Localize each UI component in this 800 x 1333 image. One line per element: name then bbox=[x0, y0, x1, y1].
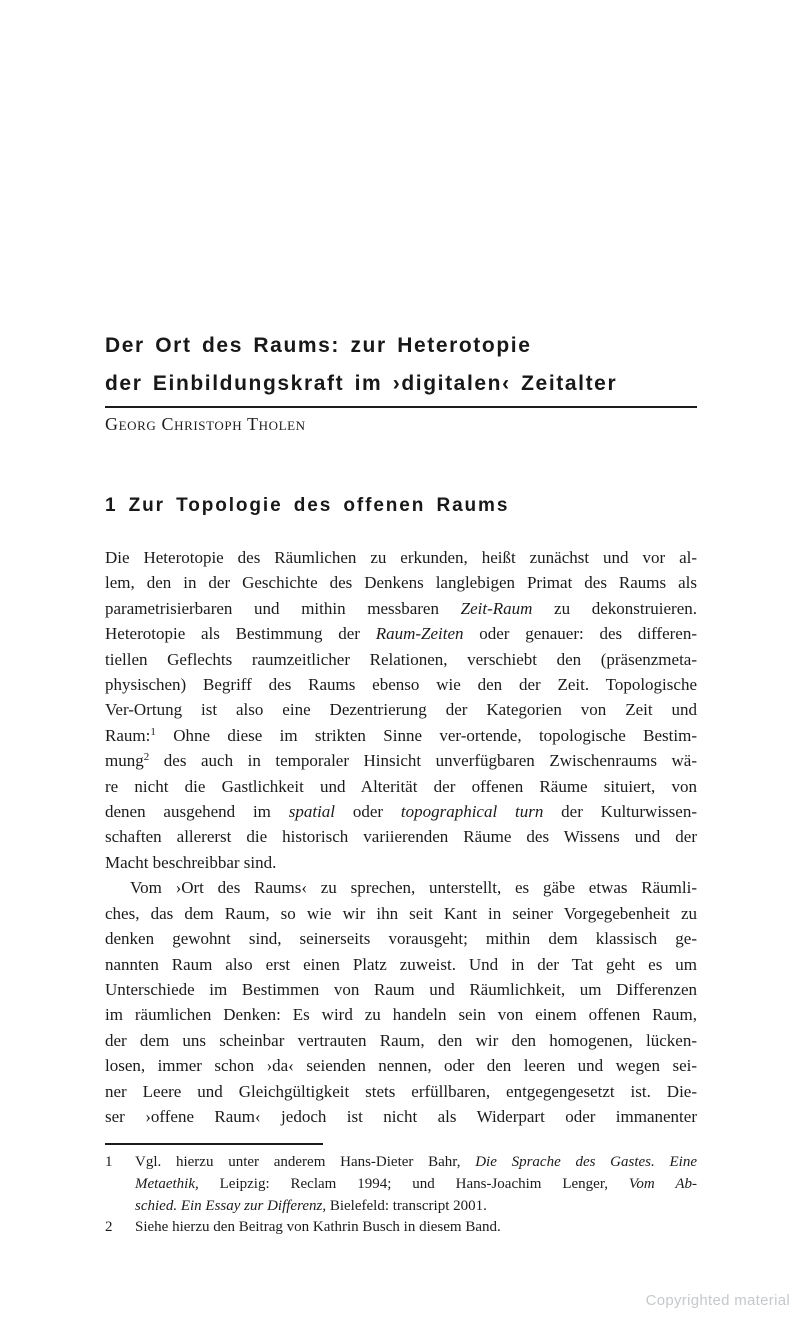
text-segment: Raum-Zeiten bbox=[375, 624, 464, 644]
text-line bbox=[105, 1028, 697, 1053]
text-segment: Vom ›Ort des Raums‹ zu sprechen, unterstellt, es gäbe etwas Räumli- bbox=[130, 878, 697, 898]
footnote-text bbox=[135, 1217, 697, 1239]
text-segment: Vom Ab- bbox=[628, 1175, 697, 1192]
text-segment: Metaethik bbox=[135, 1175, 195, 1192]
text-segment: Raum: bbox=[105, 725, 151, 745]
text-segment: der dem uns scheinbar vertrauten Raum, den wir den homogenen, lücken- bbox=[105, 1030, 697, 1050]
text-line bbox=[105, 723, 697, 748]
text-segment: ner Leere und Gleichgültigkeit stets erfüllbaren, entgegengesetzt ist. Die- bbox=[105, 1081, 697, 1101]
text-segment: des auch in temporaler Hinsicht unverfügbaren Zwischenraums wä- bbox=[149, 751, 697, 771]
text-line bbox=[105, 621, 697, 646]
footnote-ref: 1 bbox=[150, 725, 156, 738]
author-name: Georg Christoph Tholen bbox=[105, 414, 306, 434]
text-segment: oder genauer: des differen- bbox=[463, 624, 698, 644]
text-segment: Die Heterotopie des Räumlichen zu erkunden, heißt zunächst und vor al- bbox=[105, 548, 697, 567]
text-segment: Die Sprache des Gastes. Eine bbox=[475, 1154, 697, 1171]
text-segment: tiellen Geflechts raumzeitlicher Relationen, verschiebt den (präsenzmeta- bbox=[105, 649, 697, 669]
text-line bbox=[105, 1053, 697, 1078]
text-line bbox=[105, 545, 697, 570]
section-heading: 1 Zur Topologie des offenen Raums bbox=[105, 495, 510, 516]
text-segment: oder bbox=[335, 802, 401, 822]
text-line bbox=[135, 1217, 697, 1239]
footnote-number: 1 bbox=[105, 1154, 113, 1171]
text-segment: Macht beschreibbar sind. bbox=[105, 852, 277, 872]
chapter-title-line-2: der Einbildungskraft im ›digitalen‹ Zeitalter bbox=[105, 372, 618, 395]
text-segment: im räumlichen Denken: Es wird zu handeln sein von einem offenen Raum, bbox=[105, 1005, 697, 1025]
text-segment: , Leipzig: Reclam 1994; und Hans-Joachim Lenger, bbox=[194, 1175, 629, 1192]
text-segment: denken gewohnt sind, seinerseits vorausgeht; mithin dem klassisch ge- bbox=[105, 929, 697, 949]
text-line bbox=[105, 1104, 697, 1129]
footnote-ref: 2 bbox=[143, 751, 150, 764]
text-line bbox=[135, 1152, 697, 1174]
text-line bbox=[105, 1079, 697, 1104]
paragraph bbox=[105, 545, 697, 875]
chapter-title bbox=[105, 0, 697, 403]
text-line bbox=[105, 875, 697, 900]
text-line bbox=[105, 926, 697, 951]
text-segment: Zeit-Raum bbox=[460, 598, 533, 618]
text-segment: physischen) Begriff des Raums ebenso wie den der Zeit. Topologische bbox=[105, 675, 697, 695]
copyright-watermark: Copyrighted material bbox=[645, 1292, 790, 1309]
text-segment: Siehe hierzu den Beitrag von Kathrin Busch in diesem Band. bbox=[135, 1219, 501, 1236]
text-segment: denen ausgehend im bbox=[105, 802, 289, 822]
chapter-title-line-1: Der Ort des Raums: zur Heterotopie bbox=[105, 334, 532, 357]
footnote bbox=[105, 1217, 697, 1239]
text-line bbox=[105, 952, 697, 977]
text-segment: Heterotopie als Bestimmung der bbox=[105, 624, 376, 644]
text-line bbox=[105, 570, 697, 595]
text-line bbox=[105, 672, 697, 697]
text-line bbox=[105, 824, 697, 849]
text-segment: spatial bbox=[288, 802, 336, 822]
text-segment: lem, den in der Geschichte des Denkens langlebigen Primat des Raums als bbox=[105, 573, 697, 593]
text-line bbox=[105, 596, 697, 621]
text-line bbox=[105, 647, 697, 672]
text-line bbox=[105, 697, 697, 722]
text-segment: ser ›offene Raum‹ jedoch ist nicht als Widerpart oder immanenter bbox=[105, 1106, 697, 1126]
text-segment: nannten Raum also erst einen Platz zuweist. Und in der Tat geht es um bbox=[105, 954, 697, 974]
text-line bbox=[135, 1174, 697, 1196]
footnote bbox=[105, 1152, 697, 1217]
text-line bbox=[105, 901, 697, 926]
text-segment: der Kulturwissen- bbox=[543, 802, 697, 822]
footnotes bbox=[105, 1152, 697, 1238]
text-segment: Ohne diese im strikten Sinne ver-ortende, topologische Bestim- bbox=[155, 725, 697, 745]
footnote-text bbox=[135, 1152, 697, 1217]
body-text bbox=[105, 545, 697, 1129]
text-line bbox=[105, 774, 697, 799]
text-line bbox=[105, 748, 697, 773]
text-segment: Unterschiede im Bestimmen von Raum und Räumlichkeit, um Differenzen bbox=[105, 979, 697, 999]
text-line bbox=[105, 850, 697, 875]
text-segment: parametrisierbaren und mithin messbaren bbox=[105, 598, 461, 618]
text-segment: Ver-Ortung ist also eine Dezentrierung der Kategorien von Zeit und bbox=[105, 700, 697, 720]
text-segment: zu dekonstruieren. bbox=[532, 598, 697, 618]
text-segment: schied. Ein Essay zur Differenz bbox=[135, 1197, 323, 1214]
text-segment: schaften allererst die historisch variierenden Räume des Wissens und der bbox=[105, 827, 697, 847]
text-segment: topographical turn bbox=[400, 802, 544, 822]
paragraph bbox=[105, 875, 697, 1129]
footnote-separator bbox=[105, 1143, 323, 1145]
footnote-number: 2 bbox=[105, 1219, 113, 1236]
text-column bbox=[105, 0, 697, 1239]
text-line bbox=[105, 799, 697, 824]
text-line bbox=[135, 1196, 697, 1218]
text-segment: re nicht die Gastlichkeit und Alterität der offenen Räume situiert, von bbox=[105, 776, 697, 796]
text-segment: ches, das dem Raum, so wie wir ihn seit Kant in seiner Vorgegebenheit zu bbox=[105, 903, 697, 923]
text-segment: mung bbox=[105, 751, 144, 771]
text-segment: Vgl. hierzu unter anderem Hans-Dieter Bahr, bbox=[135, 1154, 476, 1171]
text-segment: losen, immer schon ›da‹ seienden nennen, oder den leeren und wegen sei- bbox=[105, 1056, 697, 1076]
title-rule bbox=[105, 406, 697, 408]
text-line bbox=[105, 1002, 697, 1027]
text-segment: , Bielefeld: transcript 2001. bbox=[322, 1197, 487, 1214]
text-line bbox=[105, 977, 697, 1002]
